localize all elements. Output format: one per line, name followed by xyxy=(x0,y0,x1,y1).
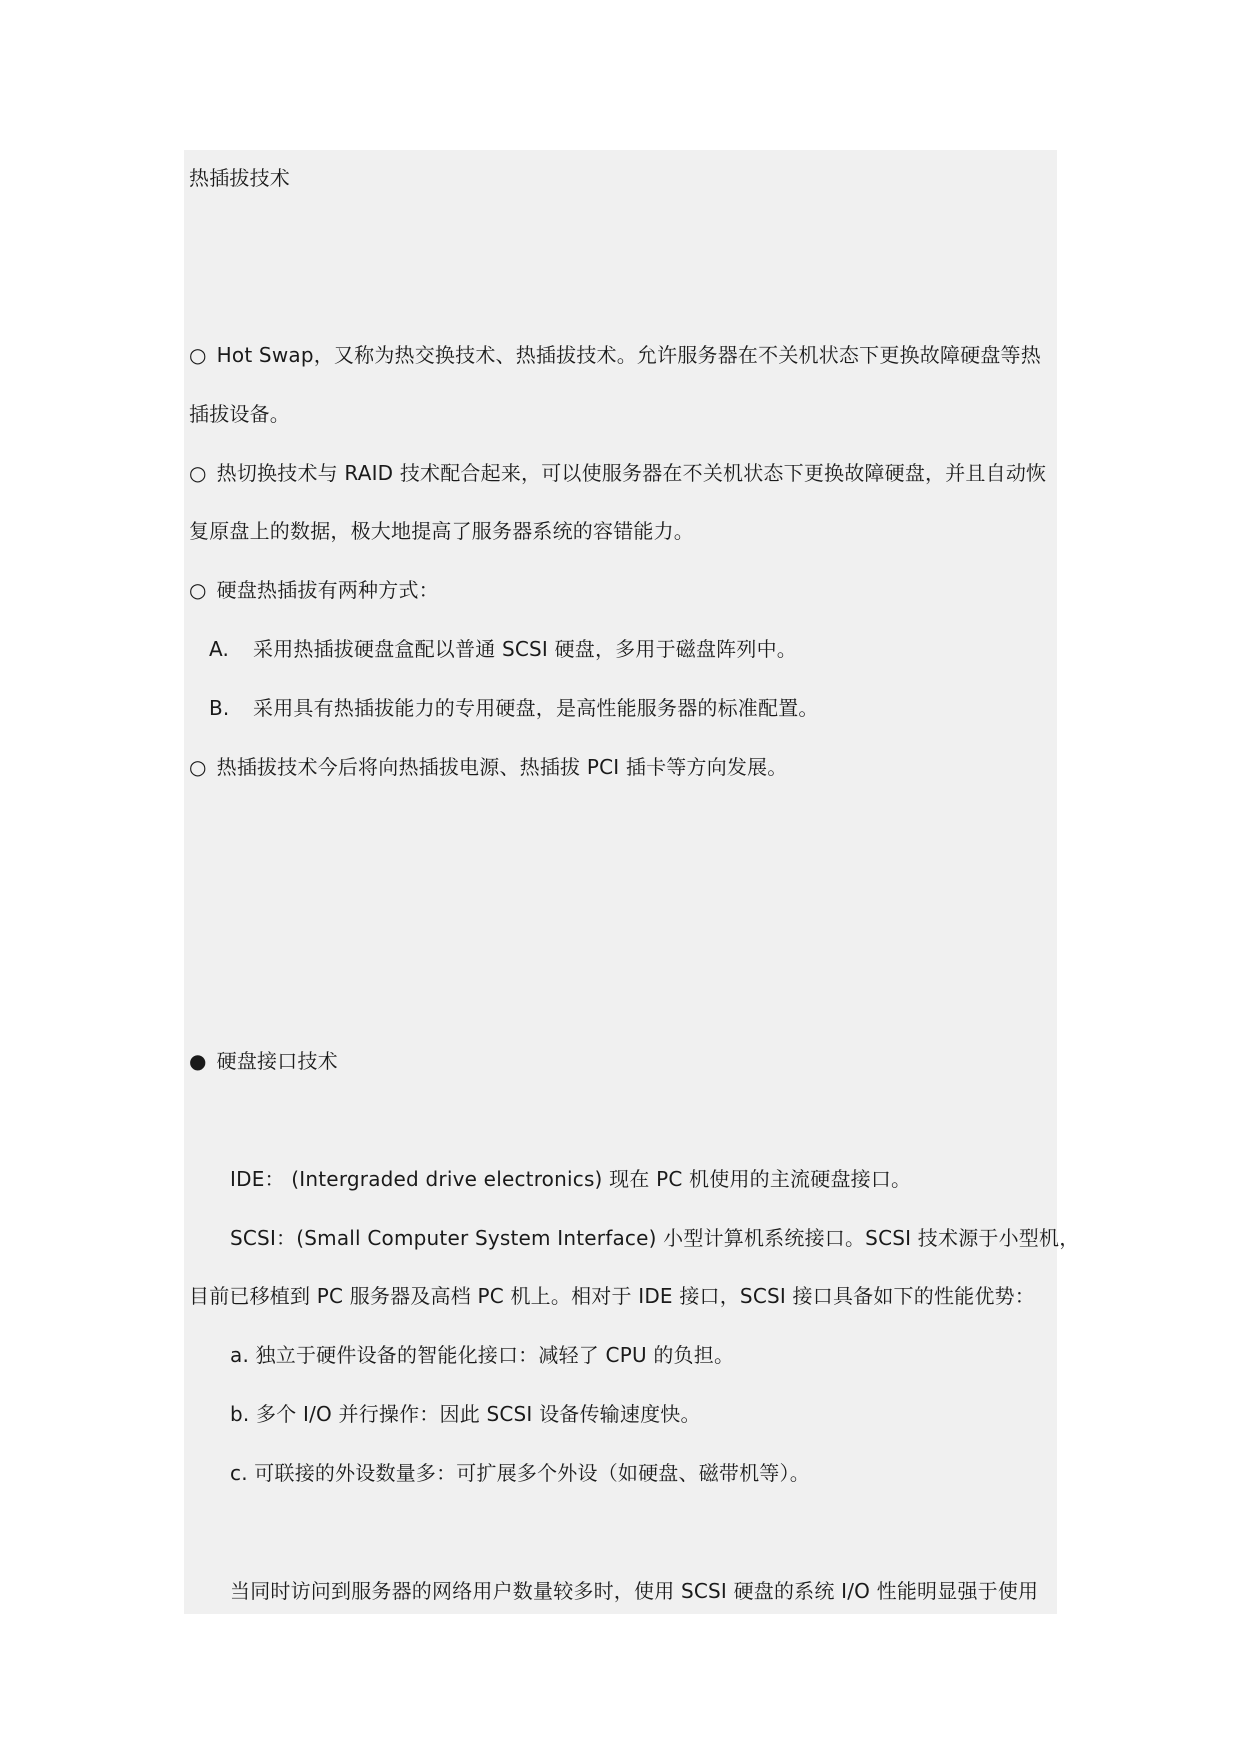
paragraph-hot-swap-definition xyxy=(189,342,1041,368)
bullet-circle-icon: ○ xyxy=(189,343,207,367)
paragraph-scsi: SCSI：(Small Computer System Interface) 小型计算机系统接口。SCSI 技术源于小型机， xyxy=(230,1226,1080,1250)
paragraph-text: 硬盘热插拔有两种方式： xyxy=(216,578,439,602)
paragraph-text: Hot Swap，又称为热交换技术、热插拔技术。允许服务器在不关机状态下更换故障硬盘等热 xyxy=(216,343,1041,367)
list-item-option-b xyxy=(209,695,819,721)
bullet-circle-icon: ○ xyxy=(189,755,207,779)
bullet-circle-icon: ○ xyxy=(189,461,207,485)
option-text: 采用热插拔硬盘盒配以普通 SCSI 硬盘，多用于磁盘阵列中。 xyxy=(253,637,797,661)
option-label: A. xyxy=(209,637,230,661)
document-panel xyxy=(184,150,1057,1614)
bullet-circle-icon: ○ xyxy=(189,578,207,602)
paragraph-continuation: 目前已移植到 PC 服务器及高档 PC 机上。相对于 IDE 接口，SCSI 接口具备如下的性能优势： xyxy=(189,1284,1035,1308)
option-label: B. xyxy=(209,696,230,720)
section-title-hot-swap: 热插拔技术 xyxy=(189,166,290,190)
list-item-advantage-b: b. 多个 I/O 并行操作：因此 SCSI 设备传输速度快。 xyxy=(230,1402,701,1426)
paragraph-text: 热切换技术与 RAID 技术配合起来，可以使服务器在不关机状态下更换故障硬盘，并且自动恢 xyxy=(216,461,1047,485)
paragraph-final: 当同时访问到服务器的网络用户数量较多时，使用 SCSI 硬盘的系统 I/O 性能明显强于使用 xyxy=(230,1579,1039,1603)
paragraph-two-methods xyxy=(189,577,439,603)
section-heading-interface xyxy=(189,1048,338,1074)
paragraph-raid xyxy=(189,460,1046,486)
paragraph-future xyxy=(189,754,788,780)
list-item-advantage-c: c. 可联接的外设数量多：可扩展多个外设（如硬盘、磁带机等）。 xyxy=(230,1461,810,1485)
paragraph-continuation: 插拔设备。 xyxy=(189,402,290,426)
paragraph-ide: IDE： (Intergraded drive electronics) 现在 PC 机使用的主流硬盘接口。 xyxy=(230,1167,912,1191)
list-item-option-a xyxy=(209,636,797,662)
bullet-dot-icon: ● xyxy=(189,1049,207,1073)
list-item-advantage-a: a. 独立于硬件设备的智能化接口：减轻了 CPU 的负担。 xyxy=(230,1343,735,1367)
paragraph-continuation: 复原盘上的数据，极大地提高了服务器系统的容错能力。 xyxy=(189,519,694,543)
paragraph-text: 热插拔技术今后将向热插拔电源、热插拔 PCI 插卡等方向发展。 xyxy=(216,755,788,779)
option-text: 采用具有热插拔能力的专用硬盘，是高性能服务器的标准配置。 xyxy=(253,696,819,720)
section-title-interface: 硬盘接口技术 xyxy=(216,1049,338,1073)
